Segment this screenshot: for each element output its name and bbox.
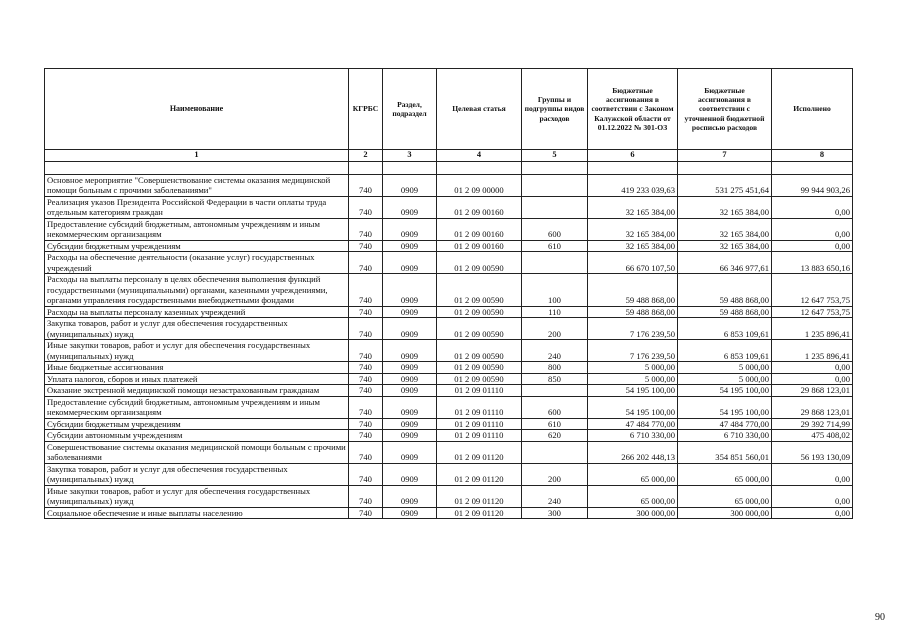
executed-amount-cell: 1 235 896,41 xyxy=(772,318,853,340)
header-executed: Исполнено xyxy=(772,69,853,150)
header-name: Наименование xyxy=(45,69,349,150)
page-number: 90 xyxy=(875,612,885,623)
header-groups: Группы и подгруппы видов расходов xyxy=(522,69,588,150)
law-amount-cell: 47 484 770,00 xyxy=(588,418,678,429)
row-name-cell: Совершенствование системы оказания медицинской помощи больным с прочими заболеваниями xyxy=(45,441,349,463)
target-cell: 01 2 09 01120 xyxy=(437,463,522,485)
spacer-row xyxy=(45,162,853,175)
row-name-cell: Расходы на выплаты персоналу казенных учреждений xyxy=(45,306,349,317)
row-name-cell: Социальное обеспечение и иные выплаты населению xyxy=(45,507,349,518)
kgrbs-cell: 740 xyxy=(349,463,383,485)
table-row xyxy=(45,430,853,441)
column-number: 3 xyxy=(383,150,437,162)
law-amount-cell: 5 000,00 xyxy=(588,362,678,373)
target-cell: 01 2 09 00160 xyxy=(437,218,522,240)
executed-amount-cell: 0,00 xyxy=(772,196,853,218)
section-cell: 0909 xyxy=(383,274,437,306)
target-cell: 01 2 09 00590 xyxy=(437,362,522,373)
target-cell: 01 2 09 00590 xyxy=(437,340,522,362)
empty-cell xyxy=(678,162,772,175)
row-name-cell: Предоставление субсидий бюджетным, автономным учреждениям и иным некоммерческим организациям xyxy=(45,218,349,240)
refined-amount-cell: 531 275 451,64 xyxy=(678,175,772,197)
header-law: Бюджетные ассигнования в соответствии с Законом Калужской области от 01.12.2022 № 301-ОЗ xyxy=(588,69,678,150)
target-cell: 01 2 09 01110 xyxy=(437,418,522,429)
row-name-cell: Предоставление субсидий бюджетным, автономным учреждениям и иным некоммерческим организациям xyxy=(45,396,349,418)
target-cell: 01 2 09 00590 xyxy=(437,318,522,340)
empty-cell xyxy=(349,162,383,175)
refined-amount-cell: 59 488 868,00 xyxy=(678,274,772,306)
table-row xyxy=(45,507,853,518)
target-cell: 01 2 09 01110 xyxy=(437,430,522,441)
refined-amount-cell: 6 853 109,61 xyxy=(678,318,772,340)
target-cell: 01 2 09 01120 xyxy=(437,441,522,463)
law-amount-cell: 419 233 039,63 xyxy=(588,175,678,197)
table-row xyxy=(45,196,853,218)
empty-cell xyxy=(522,162,588,175)
section-cell: 0909 xyxy=(383,507,437,518)
row-name-cell: Иные закупки товаров, работ и услуг для обеспечения государственных (муниципальных) нужд xyxy=(45,340,349,362)
column-number: 4 xyxy=(437,150,522,162)
section-cell: 0909 xyxy=(383,441,437,463)
kgrbs-cell: 740 xyxy=(349,418,383,429)
table-row xyxy=(45,274,853,306)
column-number: 2 xyxy=(349,150,383,162)
row-name-cell: Субсидии бюджетным учреждениям xyxy=(45,418,349,429)
group-cell: 600 xyxy=(522,218,588,240)
section-cell: 0909 xyxy=(383,362,437,373)
row-name-cell: Иные бюджетные ассигнования xyxy=(45,362,349,373)
kgrbs-cell: 740 xyxy=(349,385,383,396)
target-cell: 01 2 09 01120 xyxy=(437,485,522,507)
table-row xyxy=(45,240,853,251)
table-row xyxy=(45,441,853,463)
law-amount-cell: 300 000,00 xyxy=(588,507,678,518)
group-cell: 110 xyxy=(522,306,588,317)
kgrbs-cell: 740 xyxy=(349,362,383,373)
refined-amount-cell: 47 484 770,00 xyxy=(678,418,772,429)
law-amount-cell: 59 488 868,00 xyxy=(588,306,678,317)
executed-amount-cell: 99 944 903,26 xyxy=(772,175,853,197)
target-cell: 01 2 09 00160 xyxy=(437,196,522,218)
law-amount-cell: 7 176 239,50 xyxy=(588,318,678,340)
section-cell: 0909 xyxy=(383,306,437,317)
group-cell xyxy=(522,175,588,197)
row-name-cell: Основное мероприятие "Совершенствование системы оказания медицинской помощи больным с прочими заболеваниями" xyxy=(45,175,349,197)
law-amount-cell: 32 165 384,00 xyxy=(588,196,678,218)
law-amount-cell: 32 165 384,00 xyxy=(588,240,678,251)
group-cell: 100 xyxy=(522,274,588,306)
group-cell: 240 xyxy=(522,485,588,507)
refined-amount-cell: 5 000,00 xyxy=(678,362,772,373)
kgrbs-cell: 740 xyxy=(349,240,383,251)
executed-amount-cell: 0,00 xyxy=(772,240,853,251)
row-name-cell: Закупка товаров, работ и услуг для обеспечения государственных (муниципальных) нужд xyxy=(45,318,349,340)
refined-amount-cell: 32 165 384,00 xyxy=(678,196,772,218)
kgrbs-cell: 740 xyxy=(349,252,383,274)
kgrbs-cell: 740 xyxy=(349,218,383,240)
group-cell: 620 xyxy=(522,430,588,441)
executed-amount-cell: 13 883 650,16 xyxy=(772,252,853,274)
executed-amount-cell: 0,00 xyxy=(772,373,853,384)
executed-amount-cell: 475 408,02 xyxy=(772,430,853,441)
table-row xyxy=(45,463,853,485)
group-cell: 600 xyxy=(522,396,588,418)
law-amount-cell: 266 202 448,13 xyxy=(588,441,678,463)
group-cell: 240 xyxy=(522,340,588,362)
executed-amount-cell: 0,00 xyxy=(772,362,853,373)
executed-amount-cell: 56 193 130,09 xyxy=(772,441,853,463)
group-cell xyxy=(522,196,588,218)
refined-amount-cell: 65 000,00 xyxy=(678,463,772,485)
section-cell: 0909 xyxy=(383,418,437,429)
kgrbs-cell: 740 xyxy=(349,274,383,306)
refined-amount-cell: 65 000,00 xyxy=(678,485,772,507)
column-number: 5 xyxy=(522,150,588,162)
header-row xyxy=(45,69,853,150)
law-amount-cell: 65 000,00 xyxy=(588,463,678,485)
header-refined: Бюджетные ассигнования в соответствии с уточненной бюджетной росписью расходов xyxy=(678,69,772,150)
group-cell: 610 xyxy=(522,418,588,429)
section-cell: 0909 xyxy=(383,240,437,251)
row-name-cell: Закупка товаров, работ и услуг для обеспечения государственных (муниципальных) нужд xyxy=(45,463,349,485)
table-row xyxy=(45,485,853,507)
section-cell: 0909 xyxy=(383,373,437,384)
column-number: 7 xyxy=(678,150,772,162)
executed-amount-cell: 12 647 753,75 xyxy=(772,274,853,306)
kgrbs-cell: 740 xyxy=(349,485,383,507)
law-amount-cell: 54 195 100,00 xyxy=(588,396,678,418)
section-cell: 0909 xyxy=(383,463,437,485)
table-row xyxy=(45,306,853,317)
executed-amount-cell: 0,00 xyxy=(772,485,853,507)
kgrbs-cell: 740 xyxy=(349,396,383,418)
table-row xyxy=(45,340,853,362)
table-row xyxy=(45,318,853,340)
table-row xyxy=(45,175,853,197)
law-amount-cell: 65 000,00 xyxy=(588,485,678,507)
target-cell: 01 2 09 00000 xyxy=(437,175,522,197)
law-amount-cell: 5 000,00 xyxy=(588,373,678,384)
kgrbs-cell: 740 xyxy=(349,373,383,384)
row-name-cell: Оказание экстренной медицинской помощи незастрахованным гражданам xyxy=(45,385,349,396)
executed-amount-cell: 12 647 753,75 xyxy=(772,306,853,317)
law-amount-cell: 66 670 107,50 xyxy=(588,252,678,274)
target-cell: 01 2 09 00160 xyxy=(437,240,522,251)
refined-amount-cell: 54 195 100,00 xyxy=(678,396,772,418)
refined-amount-cell: 32 165 384,00 xyxy=(678,240,772,251)
group-cell: 850 xyxy=(522,373,588,384)
target-cell: 01 2 09 00590 xyxy=(437,274,522,306)
kgrbs-cell: 740 xyxy=(349,318,383,340)
section-cell: 0909 xyxy=(383,385,437,396)
empty-cell xyxy=(772,162,853,175)
section-cell: 0909 xyxy=(383,430,437,441)
empty-cell xyxy=(383,162,437,175)
executed-amount-cell: 29 868 123,01 xyxy=(772,396,853,418)
table-row xyxy=(45,362,853,373)
header-target: Целевая статья xyxy=(437,69,522,150)
header-section: Раздел, подраздел xyxy=(383,69,437,150)
table-row xyxy=(45,373,853,384)
executed-amount-cell: 1 235 896,41 xyxy=(772,340,853,362)
section-cell: 0909 xyxy=(383,218,437,240)
table-row xyxy=(45,418,853,429)
target-cell: 01 2 09 00590 xyxy=(437,306,522,317)
section-cell: 0909 xyxy=(383,196,437,218)
group-cell xyxy=(522,252,588,274)
row-name-cell: Уплата налогов, сборов и иных платежей xyxy=(45,373,349,384)
refined-amount-cell: 5 000,00 xyxy=(678,373,772,384)
kgrbs-cell: 740 xyxy=(349,430,383,441)
executed-amount-cell: 0,00 xyxy=(772,463,853,485)
row-name-cell: Субсидии бюджетным учреждениям xyxy=(45,240,349,251)
column-number: 6 xyxy=(588,150,678,162)
law-amount-cell: 6 710 330,00 xyxy=(588,430,678,441)
column-number: 1 xyxy=(45,150,349,162)
refined-amount-cell: 66 346 977,61 xyxy=(678,252,772,274)
row-name-cell: Иные закупки товаров, работ и услуг для обеспечения государственных (муниципальных) нужд xyxy=(45,485,349,507)
table-row xyxy=(45,218,853,240)
executed-amount-cell: 0,00 xyxy=(772,218,853,240)
refined-amount-cell: 354 851 560,01 xyxy=(678,441,772,463)
refined-amount-cell: 6 710 330,00 xyxy=(678,430,772,441)
empty-cell xyxy=(437,162,522,175)
group-cell xyxy=(522,441,588,463)
refined-amount-cell: 300 000,00 xyxy=(678,507,772,518)
executed-amount-cell: 0,00 xyxy=(772,507,853,518)
refined-amount-cell: 32 165 384,00 xyxy=(678,218,772,240)
target-cell: 01 2 09 01110 xyxy=(437,385,522,396)
group-cell: 300 xyxy=(522,507,588,518)
refined-amount-cell: 54 195 100,00 xyxy=(678,385,772,396)
target-cell: 01 2 09 00590 xyxy=(437,373,522,384)
row-name-cell: Субсидии автономным учреждениям xyxy=(45,430,349,441)
executed-amount-cell: 29 868 123,01 xyxy=(772,385,853,396)
row-name-cell: Расходы на обеспечение деятельности (оказание услуг) государственных учреждений xyxy=(45,252,349,274)
kgrbs-cell: 740 xyxy=(349,340,383,362)
kgrbs-cell: 740 xyxy=(349,507,383,518)
refined-amount-cell: 59 488 868,00 xyxy=(678,306,772,317)
refined-amount-cell: 6 853 109,61 xyxy=(678,340,772,362)
kgrbs-cell: 740 xyxy=(349,196,383,218)
group-cell: 800 xyxy=(522,362,588,373)
table-body xyxy=(45,162,853,519)
header-kgrbs: КГРБС xyxy=(349,69,383,150)
table-row xyxy=(45,385,853,396)
target-cell: 01 2 09 01110 xyxy=(437,396,522,418)
table-row xyxy=(45,252,853,274)
table-row xyxy=(45,396,853,418)
kgrbs-cell: 740 xyxy=(349,175,383,197)
row-name-cell: Расходы на выплаты персоналу в целях обеспечения выполнения функций государственными (муниципальными) органами, казенными учреждениями, органами управления государственными внебюджетными фондами xyxy=(45,274,349,306)
group-cell: 200 xyxy=(522,463,588,485)
group-cell xyxy=(522,385,588,396)
law-amount-cell: 32 165 384,00 xyxy=(588,218,678,240)
section-cell: 0909 xyxy=(383,485,437,507)
law-amount-cell: 7 176 239,50 xyxy=(588,340,678,362)
section-cell: 0909 xyxy=(383,396,437,418)
target-cell: 01 2 09 00590 xyxy=(437,252,522,274)
law-amount-cell: 54 195 100,00 xyxy=(588,385,678,396)
kgrbs-cell: 740 xyxy=(349,441,383,463)
empty-cell xyxy=(45,162,349,175)
group-cell: 200 xyxy=(522,318,588,340)
section-cell: 0909 xyxy=(383,340,437,362)
row-name-cell: Реализация указов Президента Российской Федерации в части оплаты труда отдельным категориям граждан xyxy=(45,196,349,218)
section-cell: 0909 xyxy=(383,252,437,274)
budget-table xyxy=(44,68,853,519)
group-cell: 610 xyxy=(522,240,588,251)
column-number-row xyxy=(45,150,853,162)
section-cell: 0909 xyxy=(383,318,437,340)
section-cell: 0909 xyxy=(383,175,437,197)
empty-cell xyxy=(588,162,678,175)
column-number: 8 xyxy=(772,150,853,162)
target-cell: 01 2 09 01120 xyxy=(437,507,522,518)
kgrbs-cell: 740 xyxy=(349,306,383,317)
law-amount-cell: 59 488 868,00 xyxy=(588,274,678,306)
executed-amount-cell: 29 392 714,99 xyxy=(772,418,853,429)
